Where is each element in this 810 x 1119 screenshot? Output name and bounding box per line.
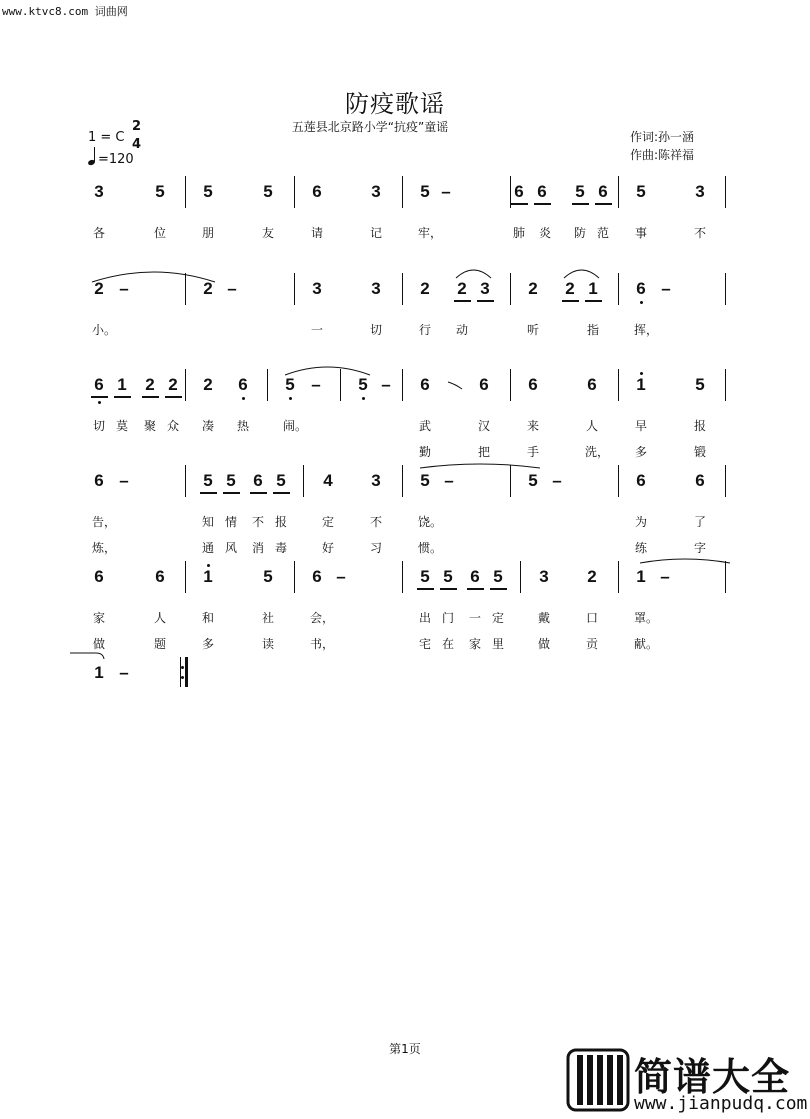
- lyric: 手: [526, 445, 539, 459]
- lyric: 莫: [115, 419, 128, 433]
- octave-dot-below: [640, 301, 643, 304]
- lyric: 众: [166, 419, 179, 433]
- barline: [510, 273, 511, 305]
- lyric: 人: [585, 419, 598, 433]
- lyric: 里: [491, 637, 504, 651]
- lyric: 把: [477, 445, 490, 459]
- lyric: 定: [321, 515, 334, 529]
- barline: [294, 273, 295, 305]
- lyric: 献。: [634, 637, 659, 651]
- barline: [618, 273, 619, 305]
- barline: [185, 369, 186, 401]
- note: 1: [117, 375, 127, 394]
- lyric: 切: [92, 419, 105, 433]
- lyric: 家: [468, 637, 481, 651]
- note: 3: [371, 279, 381, 298]
- lyric: 凑: [201, 419, 214, 433]
- lyric: 热: [236, 419, 249, 433]
- note: 5: [636, 182, 646, 201]
- eighth-underline: [572, 203, 589, 205]
- sustain-dash: –: [119, 279, 129, 298]
- lyric: 门: [441, 611, 454, 625]
- eighth-underline: [585, 300, 602, 302]
- note: 5: [493, 567, 503, 586]
- lyric: 告，: [92, 515, 117, 529]
- slur-arc: [90, 269, 217, 285]
- sustain-dash: –: [311, 375, 321, 394]
- lyric: 和: [201, 611, 214, 625]
- lyric: 洗，: [585, 445, 610, 459]
- slur-arc: [283, 364, 372, 378]
- barline: [402, 369, 403, 401]
- note: 2: [145, 375, 155, 394]
- lyric: 挥，: [634, 323, 659, 337]
- eighth-underline: [417, 588, 434, 590]
- sustain-dash: –: [444, 471, 454, 490]
- eighth-underline: [467, 588, 484, 590]
- note: 6: [470, 567, 480, 586]
- note: 6: [537, 182, 547, 201]
- barline: [510, 176, 511, 208]
- lyric: 饶。: [418, 515, 443, 529]
- note: 5: [420, 471, 430, 490]
- key-signature: 1 = C: [88, 130, 125, 145]
- note: 2: [587, 567, 597, 586]
- lyric: 通: [201, 541, 214, 555]
- note: 6: [587, 375, 597, 394]
- sustain-dash: –: [227, 279, 237, 298]
- note: 5: [276, 471, 286, 490]
- lyric: 做: [92, 637, 105, 651]
- eighth-underline: [595, 203, 612, 205]
- note: 5: [203, 182, 213, 201]
- barline: [618, 465, 619, 497]
- repeat-dot: [181, 666, 184, 669]
- barline: [402, 176, 403, 208]
- eighth-underline: [440, 588, 457, 590]
- barline: [267, 369, 268, 401]
- sustain-dash: –: [119, 471, 129, 490]
- lyric: 小。: [92, 323, 117, 337]
- note: 1: [94, 663, 104, 682]
- lyric: 宅: [418, 637, 431, 651]
- note: 2: [94, 279, 104, 298]
- lyric: 戴: [537, 611, 550, 625]
- lyric: 社: [261, 611, 274, 625]
- repeat-dot: [181, 676, 184, 679]
- eighth-underline: [91, 396, 108, 398]
- note: 3: [539, 567, 549, 586]
- note: 2: [565, 279, 575, 298]
- note: 4: [323, 471, 333, 490]
- lyric: 为: [634, 515, 647, 529]
- barline: [402, 273, 403, 305]
- note: 5: [575, 182, 585, 201]
- note: 6: [155, 567, 165, 586]
- eighth-underline: [454, 300, 471, 302]
- composer-credit: 作曲:陈祥福: [630, 148, 695, 162]
- barline: [618, 176, 619, 208]
- lyric: 记: [369, 226, 382, 240]
- eighth-underline: [142, 396, 159, 398]
- eighth-underline: [511, 203, 528, 205]
- note: 3: [371, 471, 381, 490]
- lyric: 多: [201, 637, 214, 651]
- note: 6: [695, 471, 705, 490]
- slur-arc: [418, 461, 542, 471]
- barline: [185, 561, 186, 593]
- note: 5: [226, 471, 236, 490]
- octave-dot-below: [98, 401, 101, 404]
- lyric: 来: [526, 419, 539, 433]
- note: 6: [636, 471, 646, 490]
- sustain-dash: –: [441, 182, 451, 201]
- lyric: 读: [261, 637, 274, 651]
- note: 5: [358, 375, 368, 394]
- logo-url: www.jianpudq.com: [634, 1093, 808, 1114]
- final-barline-thin: [180, 657, 181, 687]
- lyric: 闹。: [283, 419, 308, 433]
- sustain-dash: –: [660, 567, 670, 586]
- lyric: 了: [693, 515, 706, 529]
- eighth-underline: [273, 492, 290, 494]
- eighth-underline: [114, 396, 131, 398]
- note: 3: [371, 182, 381, 201]
- lyric: 范: [596, 226, 609, 240]
- lyric: 做: [537, 637, 550, 651]
- note: 2: [528, 279, 538, 298]
- note: 1: [588, 279, 598, 298]
- note: 5: [443, 567, 453, 586]
- note: 5: [263, 567, 273, 586]
- time-signature-bottom: 4: [132, 137, 142, 152]
- lyric: 书，: [310, 637, 335, 651]
- note: 3: [695, 182, 705, 201]
- note: 6: [253, 471, 263, 490]
- eighth-underline: [250, 492, 267, 494]
- tie-continuation: [70, 650, 106, 660]
- lyric: 知: [201, 515, 214, 529]
- lyric: 风: [224, 541, 237, 555]
- lyric: 出: [418, 611, 431, 625]
- sustain-dash: –: [661, 279, 671, 298]
- eighth-underline: [562, 300, 579, 302]
- lyric: 一: [310, 323, 323, 337]
- lyric: 罩。: [634, 611, 659, 625]
- lyric: 各: [92, 226, 105, 240]
- lyric: 友: [261, 226, 274, 240]
- sustain-dash: –: [552, 471, 562, 490]
- lyric: 行: [418, 323, 431, 337]
- note: 3: [94, 182, 104, 201]
- lyric: 切: [369, 323, 382, 337]
- sustain-dash: –: [336, 567, 346, 586]
- tempo-value: =120: [98, 152, 134, 167]
- octave-dot-below: [362, 397, 365, 400]
- note: 6: [479, 375, 489, 394]
- lyric: 字: [693, 541, 706, 555]
- lyric: 炎: [538, 226, 551, 240]
- octave-dot-above: [640, 372, 643, 375]
- octave-dot-above: [207, 564, 210, 567]
- lyric: 防: [573, 226, 586, 240]
- lyric: 定: [491, 611, 504, 625]
- note: 5: [263, 182, 273, 201]
- lyric: 一: [468, 611, 481, 625]
- lyric: 人: [153, 611, 166, 625]
- eighth-underline: [200, 492, 217, 494]
- eighth-underline: [165, 396, 182, 398]
- note: 6: [514, 182, 524, 201]
- eighth-underline: [223, 492, 240, 494]
- octave-dot-below: [289, 397, 292, 400]
- note: 2: [420, 279, 430, 298]
- note: 5: [155, 182, 165, 201]
- slur-arc: [638, 556, 732, 566]
- barline: [725, 465, 726, 497]
- note: 3: [312, 279, 322, 298]
- lyric: 消: [251, 541, 264, 555]
- barline: [520, 561, 521, 593]
- slur-arc: [454, 267, 493, 281]
- note: 2: [168, 375, 178, 394]
- barline: [618, 369, 619, 401]
- lyric: 不: [693, 226, 706, 240]
- barline: [402, 465, 403, 497]
- note: 5: [420, 567, 430, 586]
- lyric: 早: [634, 419, 647, 433]
- sustain-dash: –: [119, 663, 129, 682]
- note: 1: [636, 567, 646, 586]
- source-watermark: www.ktvc8.com 词曲网: [2, 5, 128, 18]
- eighth-underline: [534, 203, 551, 205]
- lyric: 会，: [310, 611, 335, 625]
- barline: [510, 369, 511, 401]
- note: 6: [94, 471, 104, 490]
- note: 6: [420, 375, 430, 394]
- note: 5: [695, 375, 705, 394]
- note: 6: [94, 567, 104, 586]
- octave-dot-below: [242, 397, 245, 400]
- note: 6: [312, 567, 322, 586]
- slur-arc: [562, 267, 601, 281]
- lyric: 聚: [143, 419, 156, 433]
- final-barline-thick: [185, 657, 188, 687]
- lyric: 朋: [201, 226, 214, 240]
- barline: [725, 273, 726, 305]
- note: 5: [203, 471, 213, 490]
- song-title: 防疫歌谣: [345, 90, 445, 118]
- lyric: 题: [153, 637, 166, 651]
- lyric: 练: [634, 541, 647, 555]
- lyric: 肺: [512, 226, 525, 240]
- page-number: 第1页: [389, 1042, 421, 1056]
- lyric: 牢，: [418, 226, 443, 240]
- lyric: 习: [369, 541, 382, 555]
- note: 5: [285, 375, 295, 394]
- note: 1: [203, 567, 213, 586]
- lyricist-credit: 作词:孙一涵: [630, 130, 695, 144]
- barline: [303, 465, 304, 497]
- note: 3: [480, 279, 490, 298]
- lyric: 报: [693, 419, 706, 433]
- lyric: 锻: [693, 445, 706, 459]
- glide-mark: [447, 380, 463, 390]
- note: 6: [636, 279, 646, 298]
- lyric: 报: [274, 515, 287, 529]
- song-subtitle: 五莲县北京路小学“抗疫”童谣: [291, 120, 449, 134]
- note: 5: [420, 182, 430, 201]
- lyric: 指: [586, 323, 599, 337]
- lyric: 多: [634, 445, 647, 459]
- lyric: 武: [418, 419, 431, 433]
- barline: [294, 176, 295, 208]
- lyric: 惯。: [418, 541, 443, 555]
- lyric: 事: [634, 226, 647, 240]
- barline: [294, 561, 295, 593]
- logo-text: 简谱大全: [634, 1055, 791, 1099]
- lyric: 在: [441, 637, 454, 651]
- lyric: 家: [92, 611, 105, 625]
- lyric: 炼，: [92, 541, 117, 555]
- barline: [725, 176, 726, 208]
- note: 5: [528, 471, 538, 490]
- barline: [402, 561, 403, 593]
- note: 6: [528, 375, 538, 394]
- lyric: 不: [369, 515, 382, 529]
- barline: [185, 176, 186, 208]
- lyric: 听: [526, 323, 539, 337]
- note: 6: [312, 182, 322, 201]
- time-signature-top: 2: [132, 119, 142, 134]
- lyric: 勤: [418, 445, 431, 459]
- lyric: 贡: [585, 637, 598, 651]
- note: 1: [636, 375, 646, 394]
- lyric: 好: [321, 541, 334, 555]
- note: 6: [238, 375, 248, 394]
- note: 6: [94, 375, 104, 394]
- lyric: 请: [310, 226, 323, 240]
- lyric: 情: [224, 515, 237, 529]
- lyric: 不: [251, 515, 264, 529]
- note: 2: [203, 279, 213, 298]
- quarter-note-stem: [94, 147, 95, 162]
- lyric: 毒: [274, 541, 287, 555]
- note: 2: [457, 279, 467, 298]
- note: 2: [203, 375, 213, 394]
- eighth-underline: [477, 300, 494, 302]
- barline: [725, 369, 726, 401]
- barline: [185, 465, 186, 497]
- sustain-dash: –: [381, 375, 391, 394]
- note: 6: [598, 182, 608, 201]
- lyric: 汉: [477, 419, 490, 433]
- lyric: 动: [455, 323, 468, 337]
- eighth-underline: [490, 588, 507, 590]
- lyric: 位: [153, 226, 166, 240]
- lyric: 口: [585, 611, 598, 625]
- barline: [618, 561, 619, 593]
